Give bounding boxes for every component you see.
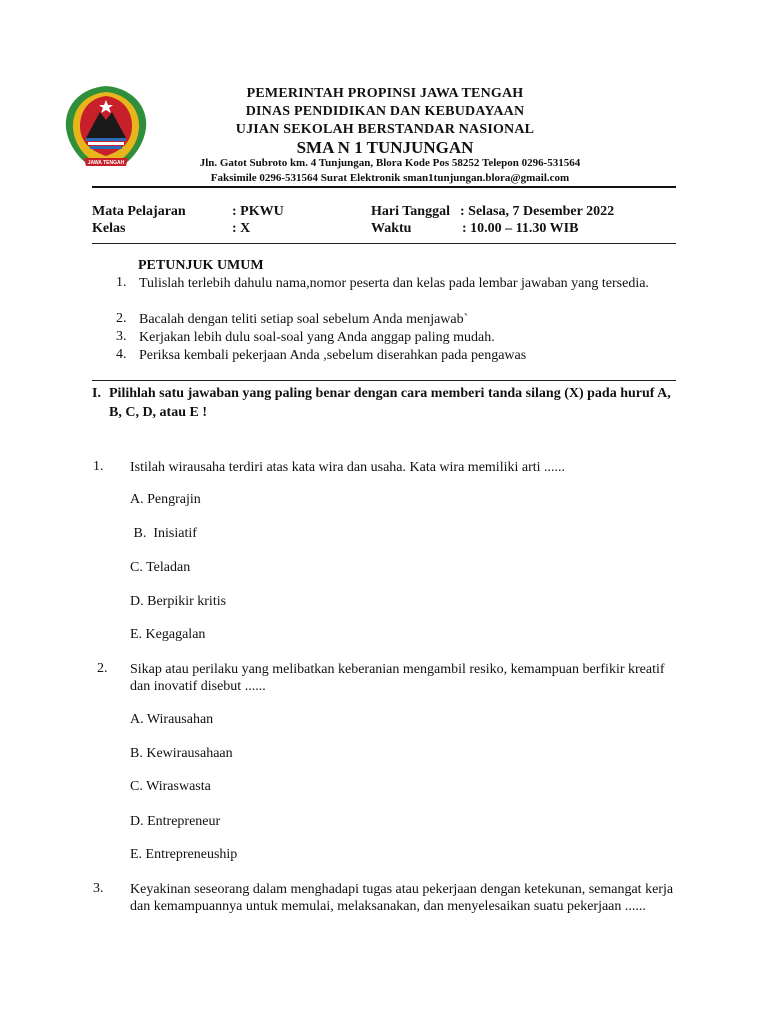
header-government: PEMERINTAH PROPINSI JAWA TENGAH [246,86,524,101]
question-number: 3. [93,881,104,896]
header-department: DINAS PENDIDIKAN DAN KEBUDAYAAN [245,104,525,119]
province-emblem-logo [60,82,152,172]
class-label: Kelas [92,221,126,236]
instruction-text: Kerjakan lebih dulu soal-soal yang Anda anggap paling mudah. [139,330,495,345]
question-text: Istilah wirausaha terdiri atas kata wira dan usaha. Kata wira memiliki arti ...... [130,460,566,475]
answer-option[interactable]: A. Wirausahan [130,712,214,727]
question-number: 2. [97,661,108,676]
answer-option[interactable]: A. Pengrajin [130,492,201,507]
header-divider [92,186,676,188]
date-value: : Selasa, 7 Desember 2022 [460,204,615,219]
instruction-text: Bacalah dengan teliti setiap soal sebelum Anda menjawab` [139,312,469,327]
question-number: 1. [93,459,104,474]
header-exam-title: UJIAN SEKOLAH BERSTANDAR NASIONAL [235,122,535,137]
instruction-number: 3. [116,329,127,344]
info-divider [92,243,676,244]
instructions-title: PETUNJUK UMUM [138,258,264,273]
header-school-name: SMA N 1 TUNJUNGAN [296,138,474,157]
time-value: : 10.00 – 11.30 WIB [462,221,579,236]
answer-option[interactable]: D. Berpikir kritis [130,594,227,609]
instruction-number: 1. [116,275,127,290]
instruction-number: 2. [116,311,127,326]
answer-option[interactable]: E. Kegagalan [130,627,206,642]
date-label: Hari Tanggal [371,204,450,219]
header-address: Jln. Gatot Subroto km. 4 Tunjungan, Blora Kode Pos 58252 Telepon 0296-531564 [199,157,581,169]
section-number: I. [92,386,101,401]
answer-option[interactable]: B. Inisiatif [130,526,197,541]
question-text: Sikap atau perilaku yang melibatkan keberanian mengambil resiko, kemampuan berfikir kreatif dan inovatif disebut ...... [130,662,665,694]
subject-label: Mata Pelajaran [92,204,186,219]
header-contact: Faksimile 0296-531564 Surat Elektronik sman1tunjungan.blora@gmail.com [210,172,570,184]
instructions-divider [92,380,676,381]
answer-option[interactable]: C. Teladan [130,560,191,575]
answer-option[interactable]: C. Wiraswasta [130,779,211,794]
answer-option[interactable]: B. Kewirausahaan [130,746,233,761]
logo-ribbon-text: JAWA TENGAH [87,160,125,166]
section-text: Pilihlah satu jawaban yang paling benar dengan cara memberi tanda silang (X) pada huruf A, B, C, D, atau E ! [109,386,671,420]
instruction-text: Periksa kembali pekerjaan Anda ,sebelum diserahkan pada pengawas [139,348,527,363]
instruction-text: Tulislah terlebih dahulu nama,nomor peserta dan kelas pada lembar jawaban yang tersedia. [139,276,649,291]
instruction-number: 4. [116,347,127,362]
class-value: : X [232,221,251,236]
answer-option[interactable]: D. Entrepreneur [130,814,221,829]
answer-option[interactable]: E. Entrepreneuship [130,847,238,862]
question-text: Keyakinan seseorang dalam menghadapi tugas atau pekerjaan dengan ketekunan, semangat kerja dan kemampuannya untuk memulai, melaksanakan, dan menyelesaikan suatu pekerjaan ...... [130,882,674,914]
time-label: Waktu [371,221,412,236]
subject-value: : PKWU [232,204,284,219]
